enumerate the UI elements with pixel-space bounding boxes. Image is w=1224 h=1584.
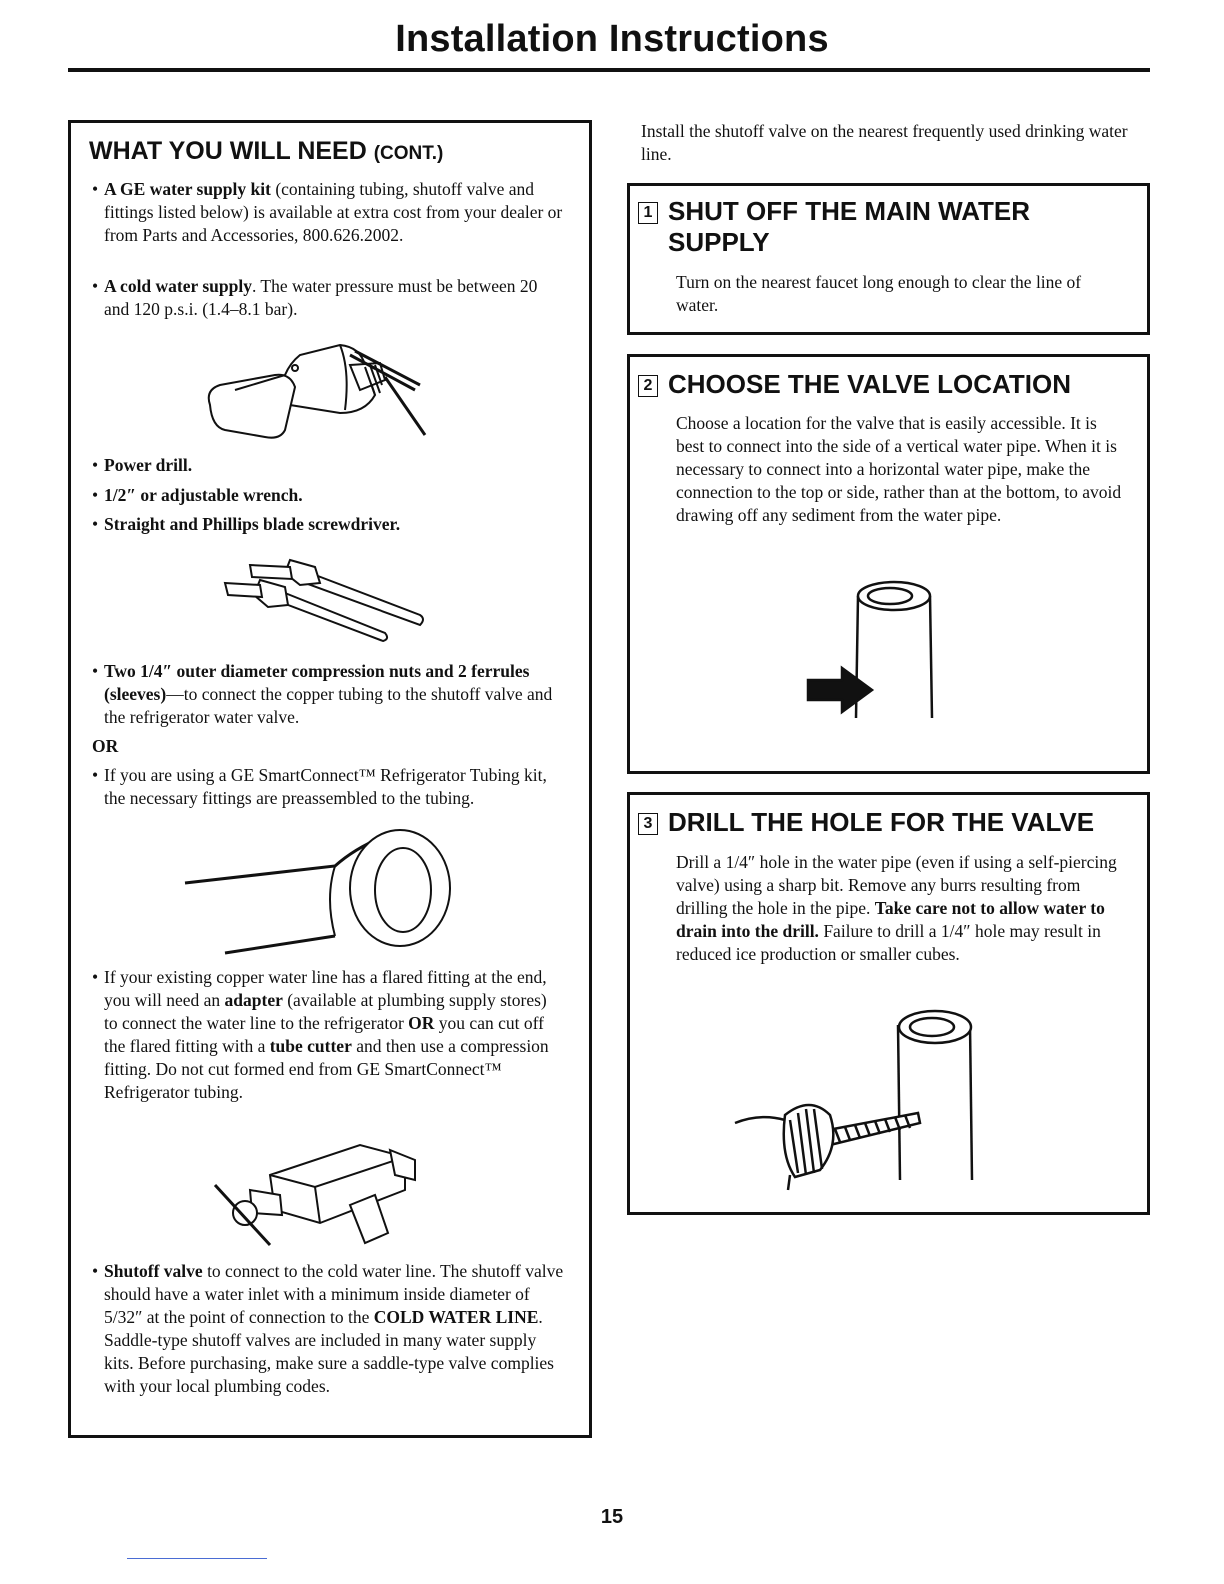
nuts-bold: Two 1/4″ outer diameter compression nuts and 2 ferrules (sleeves)	[104, 661, 530, 704]
nuts-text: —to connect the copper tubing to the shutoff valve and the refrigerator water valve.	[104, 684, 553, 727]
drill-into-pipe-illustration	[730, 1005, 980, 1190]
step-3-text-2: Failure to drill a 1/4″ hole may result in reduced ice production or smaller cubes.	[676, 921, 1101, 964]
step-1-heading	[638, 196, 1138, 258]
flared-adapter: adapter	[224, 990, 283, 1010]
wrench-label: 1/2″ or adjustable wrench.	[104, 485, 303, 505]
cold-supply-bold: A cold water supply	[104, 276, 252, 296]
smartconnect-text: If you are using a GE SmartConnect™ Refrigerator Tubing kit, the necessary fittings are preassembled to the tubing.	[104, 765, 547, 808]
step-3-number: 3	[638, 813, 658, 835]
title-rule	[68, 68, 1150, 72]
shutoff-cold-water-line: COLD WATER LINE	[373, 1307, 539, 1327]
flared-text-2: (available at plumbing supply stores) to connect the water line to the refrigerator	[104, 990, 547, 1033]
step-2-heading	[638, 369, 1138, 400]
heading-text: WHAT YOU WILL NEED	[89, 137, 367, 165]
step-2-title: CHOOSE THE VALVE LOCATION	[668, 369, 1072, 399]
step-2-number: 2	[638, 375, 658, 397]
what-you-will-need-heading	[89, 136, 443, 169]
step-3-text	[676, 851, 1126, 966]
flared-text-3: you can cut off the flared fitting with a	[104, 1013, 544, 1056]
flared-text-1: If your existing copper water line has a flared fitting at the end, you will need an	[104, 967, 547, 1010]
page-title: Installation Instructions	[395, 18, 829, 60]
flared-cutter: tube cutter	[269, 1036, 352, 1056]
supply-kit-item: • A GE water supply kit (containing tubing, shutoff valve and fittings listed below) is available at extra cost from your dealer or from Parts and Accessories, 800.626.2002.	[92, 179, 563, 245]
cold-supply-item: • A cold water supply. The water pressure must be between 20 and 120 p.s.i. (1.4–8.1 bar).	[92, 276, 538, 319]
intro-text: Install the shutoff valve on the nearest frequently used drinking water line.	[641, 121, 1128, 164]
shutoff-bold: Shutoff valve	[104, 1261, 203, 1281]
compression-nuts-item: • Two 1/4″ outer diameter compression nuts and 2 ferrules (sleeves)—to connect the copper tubing to the shutoff valve and the refrigerator water valve.	[92, 661, 553, 727]
step-1-title: SHUT OFF THE MAIN WATER SUPPLY	[668, 196, 1031, 257]
step-3-title: DRILL THE HOLE FOR THE VALVE	[668, 807, 1095, 837]
supply-kit-bold: A GE water supply kit	[104, 179, 271, 199]
power-drill-illustration	[200, 335, 430, 445]
step-2-text: Choose a location for the valve that is easily accessible. It is best to connect into the side of a vertical water pipe. When it is necessary to connect into a horizontal water pipe, make the connection to the top or side, rather than at the bottom, to avoid drawing off any sediment from the water pipe.	[676, 413, 1122, 525]
heading-cont: (CONT.)	[373, 143, 444, 164]
step-3-text-1: Drill a 1/4″ hole in the water pipe (even if using a self-piercing valve) using a sharp bit. Remove any burrs resulting from drilling the hole in the pipe.	[676, 852, 1117, 918]
shutoff-text-1: to connect to the cold water line. The shutoff valve should have a water inlet with a minimum inside diameter of 5/32″ at the point of connection to the	[104, 1261, 564, 1327]
smartconnect-item: • If you are using a GE SmartConnect™ Refrigerator Tubing kit, the necessary fittings are preassembled to the tubing.	[92, 765, 547, 808]
power-drill-item: • Power drill.	[92, 455, 193, 475]
flared-text-4: and then use a compression fitting. Do not cut formed end from GE SmartConnect™ Refrigerator tubing.	[104, 1036, 549, 1102]
shutoff-valve-illustration	[210, 1135, 420, 1250]
vertical-pipe-arrow-illustration	[800, 578, 950, 723]
step-3-warning: Take care not to allow water to drain into the drill.	[676, 898, 1105, 941]
cold-supply-text: . The water pressure must be between 20 and 120 p.s.i. (1.4–8.1 bar).	[104, 276, 538, 319]
step-3-heading	[638, 807, 1148, 838]
page-number: 15	[600, 1506, 624, 1528]
power-drill-label: Power drill.	[104, 455, 193, 475]
footnote-rule	[127, 1558, 267, 1559]
flared-or: OR	[408, 1013, 435, 1033]
flared-fitting-item: • If your existing copper water line has a flared fitting at the end, you will need an adapter (available at plumbing supply stores) to connect the water line to the refrigerator OR you can cut off the flared fitting with a tube cutter and then use a compression fitting. Do not cut formed end from GE SmartConnect™ Refrigerator tubing.	[92, 967, 549, 1102]
tubing-end-illustration	[185, 828, 465, 958]
or-divider: OR	[92, 736, 119, 756]
shutoff-valve-item: • Shutoff valve to connect to the cold water line. The shutoff valve should have a water inlet with a minimum inside diameter of 5/32″ at the point of connection to the COLD WATER LINE. Saddle-type shutoff valves are included in many water supply kits. Before purchasing, make sure a saddle-type valve complies with your local plumbing codes.	[92, 1261, 564, 1396]
compression-nuts-illustration	[220, 555, 430, 645]
step-1-number: 1	[638, 202, 658, 224]
screwdriver-label: Straight and Phillips blade screwdriver.	[104, 514, 401, 534]
step-1-text: Turn on the nearest faucet long enough to clear the line of water.	[676, 272, 1082, 315]
shutoff-text-2: . Saddle-type shutoff valves are included in many water supply kits. Before purchasing, make sure a saddle-type valve complies with your local plumbing codes.	[104, 1307, 554, 1396]
supply-kit-text: (containing tubing, shutoff valve and fittings listed below) is available at extra cost from your dealer or from Parts and Accessories, 800.626.2002.	[104, 179, 563, 245]
screwdriver-item: • Straight and Phillips blade screwdriver.	[92, 514, 401, 534]
wrench-item: • 1/2″ or adjustable wrench.	[92, 485, 303, 505]
